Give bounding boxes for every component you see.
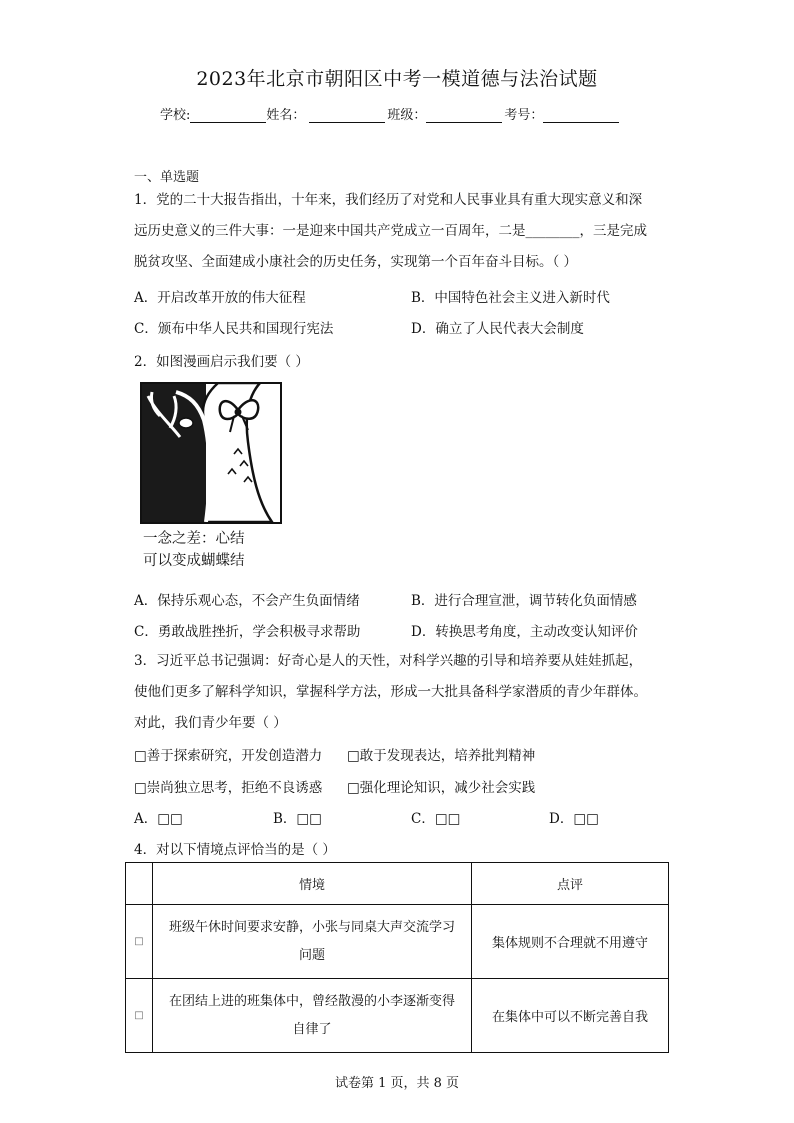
heart-knot <box>179 418 193 428</box>
table-header-situation: 情境 <box>153 863 472 905</box>
table-header-row <box>126 863 669 905</box>
school-blank[interactable] <box>190 108 266 123</box>
row-situation-line-1: 在团结上进的班集体中，曾经散漫的小李逐渐变得 <box>168 993 455 1009</box>
q3-option-d[interactable]: D．□□ <box>549 811 599 827</box>
q3-item-2: □敢于发现表达，培养批判精神 <box>347 748 536 764</box>
q3-item-1: □善于探索研究，开发创造潜力 <box>134 748 323 764</box>
q1-option-b[interactable]: B．中国特色社会主义进入新时代 <box>411 290 610 306</box>
row-situation <box>153 979 472 1053</box>
student-info-row <box>160 104 619 123</box>
table-row <box>126 905 669 979</box>
q1-option-a[interactable]: A．开启改革开放的伟大征程 <box>134 290 306 306</box>
section-title: 一、单选题 <box>134 170 200 185</box>
row-comment: 集体规则不合理就不用遵守 <box>472 905 669 979</box>
q3-item-3: □崇尚独立思考，拒绝不良诱惑 <box>134 780 323 796</box>
row-situation-line-2: 自律了 <box>292 1021 332 1037</box>
q1-line-3: 脱贫攻坚、全面建成小康社会的历史任务，实现第一个百年奋斗目标。（ ） <box>134 254 578 270</box>
page-footer: 试卷第 1 页，共 8 页 <box>334 1076 460 1091</box>
row-mark: □ <box>126 905 153 979</box>
q4-stem: 4．对以下情境点评恰当的是（ ） <box>134 842 336 858</box>
row-situation-line-2: 问题 <box>298 947 325 963</box>
q3-line-2: 使他们更多了解科学知识，掌握科学方法，形成一大批具备科学家潜质的青少年群体。 <box>134 684 647 700</box>
question-1 <box>134 185 674 278</box>
q1-line-2: 远历史意义的三件大事：一是迎来中国共产党成立一百周年，二是________，三是完成 <box>134 223 647 239</box>
row-mark: □ <box>126 979 153 1053</box>
table-header-comment: 点评 <box>472 863 669 905</box>
name-blank[interactable] <box>309 108 385 123</box>
q2-option-d[interactable]: D．转换思考角度，主动改变认知评价 <box>411 624 638 640</box>
q2-option-a[interactable]: A．保持乐观心态，不会产生负面情绪 <box>134 593 360 609</box>
row-comment: 在集体中可以不断完善自我 <box>472 979 669 1053</box>
q3-option-a[interactable]: A．□□ <box>134 811 183 827</box>
row-situation <box>153 905 472 979</box>
comic-caption-line-1: 一念之差：心结 <box>143 531 245 547</box>
q1-option-d[interactable]: D．确立了人民代表大会制度 <box>411 321 584 337</box>
q2-option-b[interactable]: B．进行合理宣泄，调节转化负面情感 <box>411 593 637 609</box>
table-header-mark <box>126 863 153 905</box>
bow-center <box>235 409 242 416</box>
q1-line-1: 1．党的二十大报告指出，十年来，我们经历了对党和人民事业具有重大现实意义和深 <box>134 192 643 208</box>
comic-caption-line-2: 可以变成蝴蝶结 <box>143 553 245 569</box>
q2-stem: 2．如图漫画启示我们要（ ） <box>134 354 309 370</box>
q3-item-4: □强化理论知识，减少社会实践 <box>347 780 536 796</box>
school-label: 学校: <box>160 108 191 123</box>
q3-line-3: 对此，我们青少年要（ ） <box>134 715 287 731</box>
name-label: 姓名： <box>266 108 306 123</box>
question-3 <box>134 646 694 739</box>
q3-line-1: 3．习近平总书记强调：好奇心是人的天性，对科学兴趣的引导和培养要从娃娃抓起， <box>134 653 643 669</box>
table-row <box>126 979 669 1053</box>
number-label: 考号： <box>504 108 544 123</box>
exam-title: 2023年北京市朝阳区中考一模道德与法治试题 <box>196 68 598 90</box>
row-situation-line-1: 班级午休时间要求安静，小张与同桌大声交流学习 <box>168 919 455 935</box>
class-label: 班级： <box>387 108 427 123</box>
situation-table <box>125 862 669 1053</box>
number-blank[interactable] <box>543 108 619 123</box>
class-blank[interactable] <box>426 108 502 123</box>
q3-option-b[interactable]: B．□□ <box>273 811 322 827</box>
q2-option-c[interactable]: C．勇敢战胜挫折，学会积极寻求帮助 <box>134 624 361 640</box>
q3-option-c[interactable]: C．□□ <box>411 811 461 827</box>
q1-option-c[interactable]: C．颁布中华人民共和国现行宪法 <box>134 321 334 337</box>
